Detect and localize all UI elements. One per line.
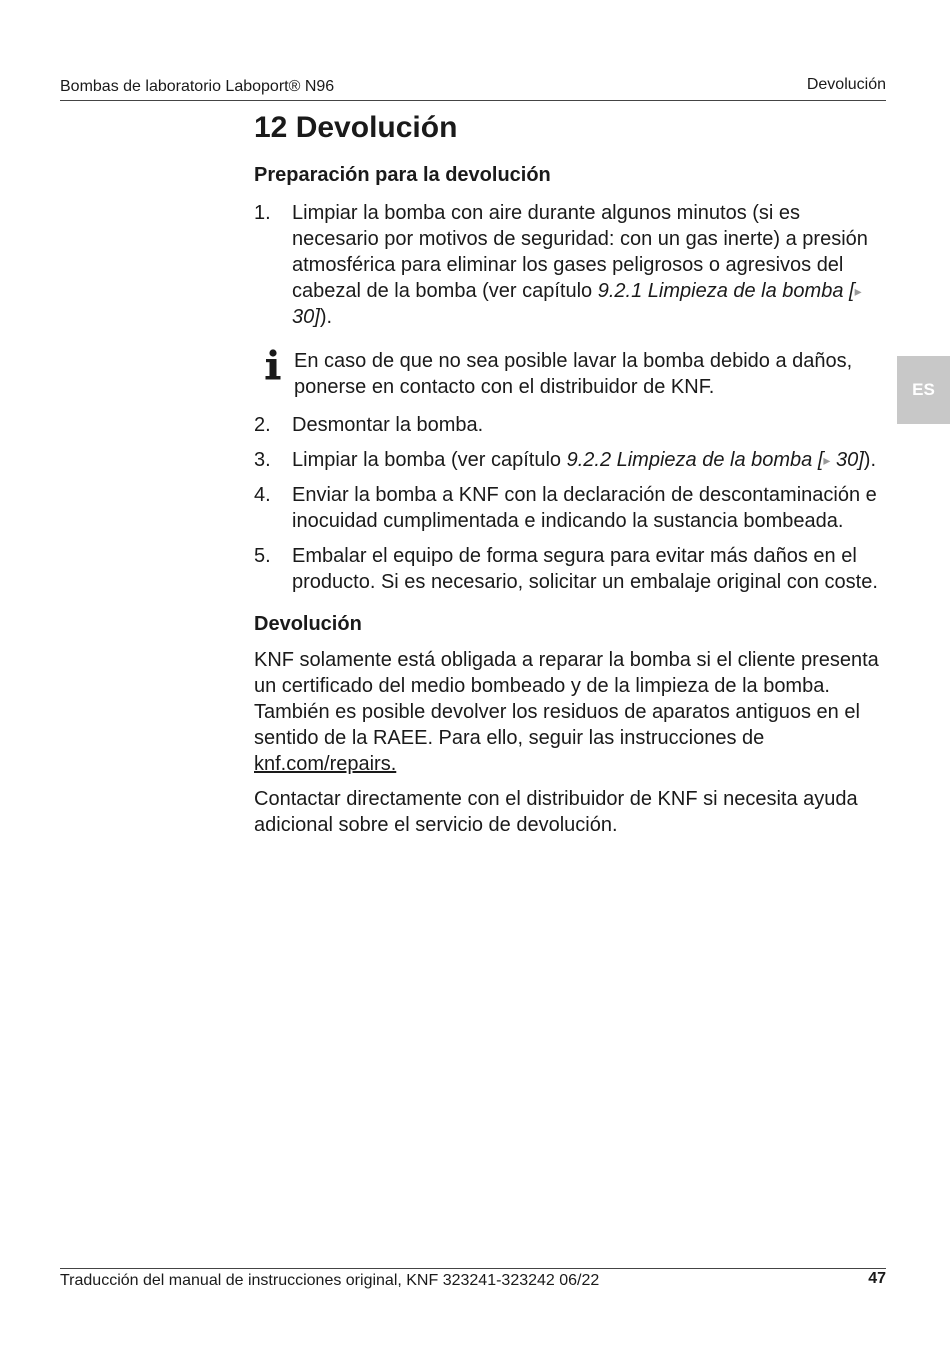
step-text: Embalar el equipo de forma segura para evitar más daños en el producto. Si es necesario, solicitar un embalaje original con coste. [292,545,878,593]
reference-page: 30] [292,306,320,328]
arrow-right-icon: ▸ [823,452,831,468]
paragraph-text: KNF solamente está obligada a reparar la bomba si el cliente presenta un certificado del medio bombeado y de la limpieza de la bomba. También es posible devolver los residuos de aparatos antiguos en el sentido de la RAEE. Para ello, seguir las instrucciones de [254,649,879,749]
steps-list-b [254,412,884,595]
step-tail: ). [319,306,333,328]
step-text: Desmontar la bomba. [292,414,484,436]
step-number: 2. [254,414,271,436]
repairs-link[interactable]: knf.com/repairs. [254,753,397,775]
reference-text: 9.2.1 Limpieza de la bomba [ [597,280,855,302]
section-title-return: Devolución [254,613,362,635]
step-text: Limpiar la bomba (ver capítulo [292,449,567,471]
info-icon [264,348,282,384]
running-header-title: Bombas de laboratorio Laboport® N96 [60,78,335,95]
section-title-preparation: Preparación para la devolución [254,164,551,186]
step-number: 4. [254,484,271,506]
list-item [254,200,884,330]
paragraph-obligation [254,647,884,777]
language-tab: ES [897,356,950,424]
info-note [254,348,884,400]
page-content [254,108,884,838]
steps-list-a [254,200,884,330]
page-number: 47 [868,1270,886,1287]
cross-reference[interactable] [567,449,864,471]
step-number: 3. [254,449,271,471]
step-number: 1. [254,202,271,224]
paragraph-contact: Contactar directamente con el distribuidor de KNF si necesita ayuda adicional sobre el servicio de devolución. [254,788,858,836]
list-item [254,543,884,595]
list-item [254,482,884,534]
chapter-title: 12 Devolución [254,111,458,144]
step-text: Limpiar la bomba con aire durante algunos minutos (si es necesario por motivos de seguridad: con un gas inerte) a presión atmosférica para eliminar los gases peligrosos o agresivos del cabezal de la bomba (ver capítulo [292,202,868,302]
header-divider [60,100,886,101]
arrow-right-icon: ▸ [854,283,862,299]
footer-divider [60,1268,886,1269]
step-text: Enviar la bomba a KNF con la declaración de descontaminación e inocuidad cumplimentada e indicando la sustancia bombeada. [292,484,877,532]
running-header-section: Devolución [806,76,886,93]
footer-document-info: Traducción del manual de instrucciones original, KNF 323241-323242 06/22 [60,1272,600,1289]
reference-text: 9.2.2 Limpieza de la bomba [ [566,449,824,471]
reference-page: 30] [830,449,864,471]
step-number: 5. [254,545,271,567]
step-tail: ). [863,449,877,471]
note-text: En caso de que no sea posible lavar la bomba debido a daños, ponerse en contacto con el distribuidor de KNF. [294,350,853,398]
list-item [254,447,884,473]
list-item [254,412,884,438]
